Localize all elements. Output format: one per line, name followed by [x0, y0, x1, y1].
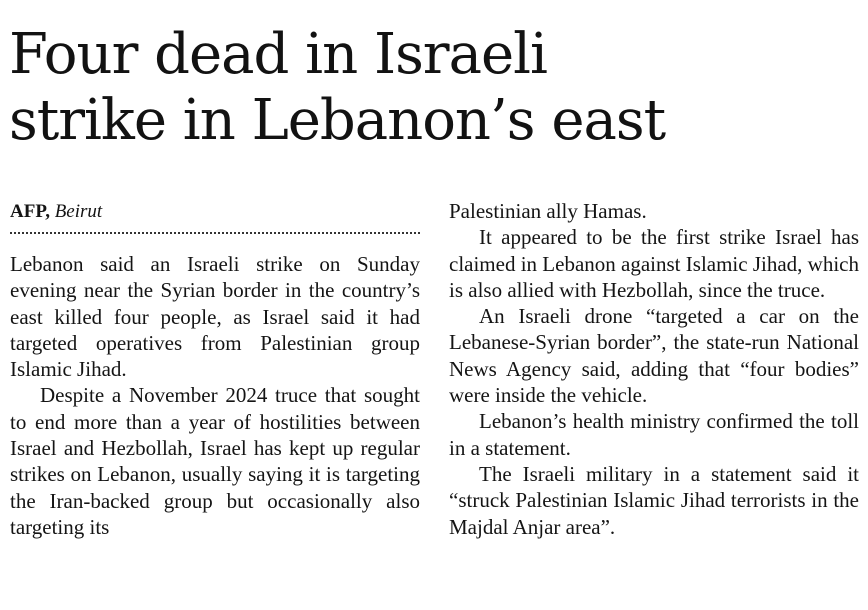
paragraph: The Israeli military in a statement said it “struck Palestinian Islamic Jihad terrorists in the Majdal Anjar area”.: [449, 461, 859, 539]
paragraph: Despite a November 2024 truce that sought to end more than a year of hostilities between Israel and Hezbollah, Israel has kept up regular strikes on Lebanon, usually saying it is targeting the Iran-backed group but occasionally also targeting its: [10, 383, 420, 539]
headline-line-2: strike in Lebanon’s east: [9, 88, 666, 153]
paragraph: Lebanon’s health ministry confirmed the toll in a statement.: [449, 409, 859, 460]
paragraph-continued: Palestinian ally Hamas.: [449, 199, 647, 223]
byline-agency: AFP,: [10, 201, 50, 222]
paragraph: An Israeli drone “targeted a car on the Lebanese-Syrian border”, the state-run National News Agency said, adding that “four bodies” were inside the vehicle.: [449, 304, 859, 408]
article-column-right: [449, 198, 859, 540]
headline-line-1: Four dead in Israeli: [9, 22, 547, 87]
byline-place: Beirut: [54, 201, 103, 222]
dotted-divider: [10, 232, 420, 234]
byline: [10, 200, 420, 224]
paragraph: It appeared to be the first strike Israel has claimed in Lebanon against Islamic Jihad, which is also allied with Hezbollah, since the truce.: [449, 225, 859, 302]
paragraph: Lebanon said an Israeli strike on Sunday evening near the Syrian border in the country’s east killed four people, as Israel said it had targeted operatives from Palestinian group Islamic Jihad.: [10, 252, 420, 382]
article-column-left: [10, 251, 420, 540]
headline: [9, 22, 859, 154]
